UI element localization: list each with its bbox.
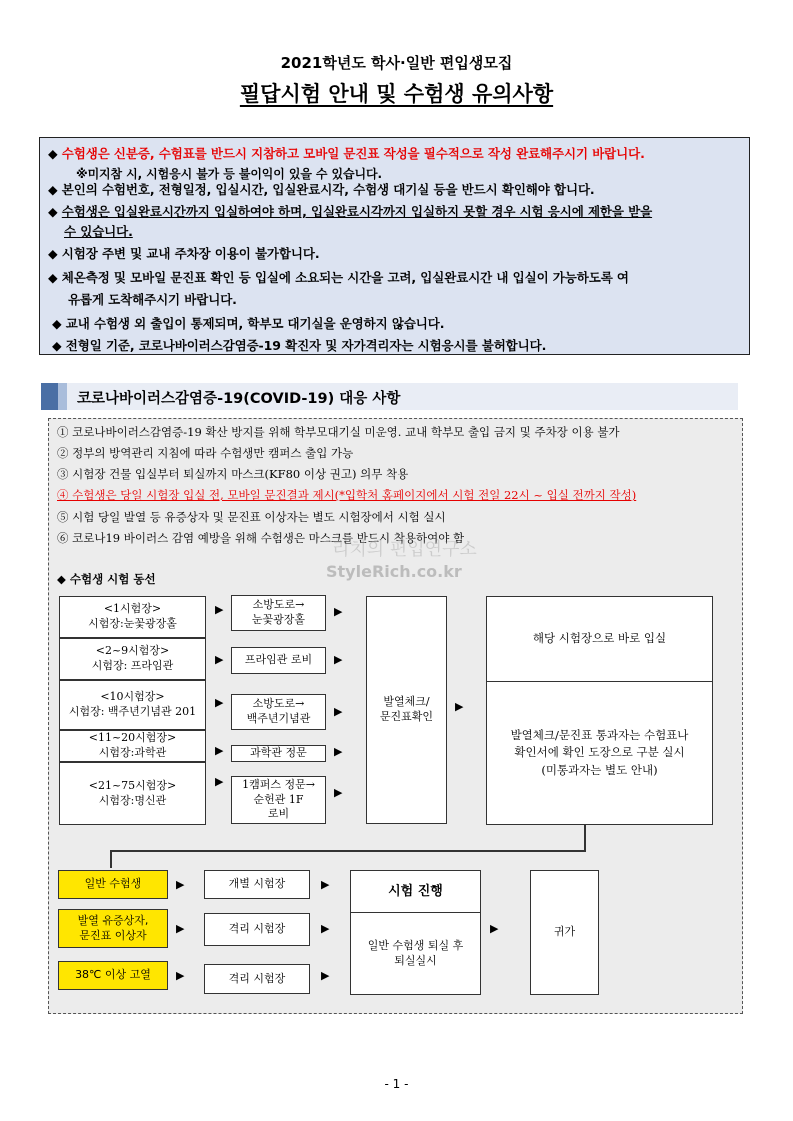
entrance-box: 1캠퍼스 정문→ 순헌관 1F 로비	[231, 776, 326, 824]
fever-check-box: 발열체크/ 문진표확인	[366, 596, 447, 824]
watermark: 리치의 편입연구소	[332, 539, 477, 560]
arrow-right-icon: ▶	[176, 969, 185, 982]
notice-item	[48, 202, 652, 220]
arrow-right-icon: ▶	[215, 775, 224, 788]
group-fever: 38℃ 이상 고열	[58, 961, 168, 990]
notice-item	[48, 180, 595, 198]
notice-item	[48, 268, 629, 286]
arrow-right-icon: ▶	[176, 878, 185, 891]
notice-box	[39, 137, 750, 355]
arrow-right-icon: ▶	[321, 878, 330, 891]
connector-line	[110, 850, 586, 852]
section-accent-light	[58, 383, 67, 410]
diamond-icon: ◆	[48, 146, 58, 161]
notice-text: 본인의 수험번호, 전형일정, 입실시간, 입실완료시각, 수험생 대기실 등을 반드시 확인해야 합니다.	[61, 182, 595, 197]
arrow-right-icon: ▶	[176, 922, 185, 935]
arrow-right-icon: ▶	[215, 603, 224, 616]
section-title: 코로나바이러스감염증-19(COVID-19) 대응 사항	[77, 391, 401, 407]
page-title	[0, 78, 793, 108]
arrow-right-icon: ▶	[334, 786, 343, 799]
arrow-right-icon: ▶	[321, 922, 330, 935]
connector-line	[584, 825, 586, 851]
notice-item	[48, 244, 319, 262]
arrow-right-icon: ▶	[215, 653, 224, 666]
arrow-right-icon: ▶	[321, 969, 330, 982]
arrow-right-icon: ▶	[334, 653, 343, 666]
entrance-box: 소방도로→ 눈꽃광장홀	[231, 595, 326, 631]
covid-item: ⑥ 코로나19 바이러스 감염 예방을 위해 수험생은 마스크를 반드시 착용하여야 함	[57, 531, 465, 545]
entrance-box: 과학관 정문	[231, 745, 326, 762]
exam-progress-title: 시험 진행	[350, 870, 481, 913]
diamond-icon: ◆	[48, 246, 58, 261]
covid-item: ② 정부의 방역관리 지침에 따라 수험생만 캠퍼스 출입 가능	[57, 446, 354, 460]
arrow-right-icon: ▶	[215, 696, 224, 709]
room-box: 개별 시험장	[204, 870, 310, 899]
venue-box: <2~9시험장> 시험장: 프라임관	[59, 638, 206, 680]
flow-title: ◆ 수험생 시험 동선	[57, 572, 156, 586]
venue-box: <21~75시험장> 시험장:명신관	[59, 762, 206, 825]
entrance-box: 소방도로→ 백주년기념관	[231, 694, 326, 730]
group-general: 일반 수험생	[58, 870, 168, 899]
venue-box: <11~20시험장> 시험장:과학관	[59, 730, 206, 762]
venue-box: <1시험장> 시험장:눈꽃광장홀	[59, 596, 206, 638]
diamond-icon: ◆	[52, 316, 62, 331]
arrow-right-icon: ▶	[334, 745, 343, 758]
go-home-box: 귀가	[530, 870, 599, 995]
notice-item	[48, 144, 645, 162]
diamond-icon: ◆	[48, 182, 58, 197]
notice-text: 수험생은 신분증, 수험표를 반드시 지참하고 모바일 문진표 작성을 필수적으로 작성 완료해주시기 바랍니다.	[61, 146, 645, 161]
exam-progress-body: 일반 수험생 퇴실 후 퇴실실시	[350, 912, 481, 995]
notice-text: 교내 수험생 외 출입이 통제되며, 학부모 대기실을 운영하지 않습니다.	[65, 316, 445, 331]
arrow-right-icon: ▶	[490, 922, 499, 935]
covid-item: ⑤ 시험 당일 발열 등 유증상자 및 문진표 이상자는 별도 시험장에서 시험 실시	[57, 510, 446, 524]
notice-text: 체온측정 및 모바일 문진표 확인 등 입실에 소요되는 시간을 고려, 입실완료시간 내 입실이 가능하도록 여	[61, 270, 629, 285]
direct-entry-box: 해당 시험장으로 바로 입실	[486, 596, 713, 682]
notice-subtext: ※미지참 시, 시험응시 불가 등 불이익이 있을 수 있습니다.	[76, 167, 382, 181]
notice-text: 전형일 기준, 코로나바이러스감염증-19 확진자 및 자가격리자는 시험응시를 불허합니다.	[65, 338, 547, 353]
notice-item	[52, 314, 444, 332]
notice-text-cont: 유롭게 도착해주시기 바랍니다.	[68, 292, 237, 307]
room-box: 격리 시험장	[204, 964, 310, 994]
page-number: - 1 -	[384, 1077, 409, 1091]
venue-box: <10시험장> 시험장: 백주년기념관 201	[59, 680, 206, 730]
notice-item	[52, 336, 546, 354]
arrow-right-icon: ▶	[334, 705, 343, 718]
watermark-url: StyleRich.co.kr	[326, 562, 462, 581]
notice-text: 시험장 주변 및 교내 주차장 이용이 불가합니다.	[61, 246, 320, 261]
subtitle: 2021학년도 학사·일반 편입생모집	[280, 54, 513, 72]
diamond-icon: ◆	[48, 270, 58, 285]
page-title-text: 필답시험 안내 및 수험생 유의사항	[239, 82, 554, 106]
connector-line	[110, 850, 112, 868]
section-header	[41, 383, 738, 410]
arrow-right-icon: ▶	[215, 744, 224, 757]
stamp-box: 발열체크/문진표 통과자는 수험표나 확인서에 확인 도장으로 구분 실시 (미통과자는 별도 안내)	[486, 681, 713, 825]
section-accent	[41, 383, 58, 410]
covid-item: ④ 수험생은 당일 시험장 입실 전, 모바일 문진결과 제시(*입학처 홈페이지에서 시험 전일 22시 ~ 입실 전까지 작성)	[57, 488, 637, 502]
covid-item: ③ 시험장 건물 입실부터 퇴실까지 마스크(KF80 이상 권고) 의무 착용	[57, 467, 409, 481]
notice-text-cont: 수 있습니다.	[64, 224, 133, 239]
arrow-right-icon: ▶	[334, 605, 343, 618]
covid-item: ① 코로나바이러스감염증-19 확산 방지를 위해 학부모대기실 미운영. 교내 학부모 출입 금지 및 주차장 이용 불가	[57, 425, 620, 439]
room-box: 격리 시험장	[204, 913, 310, 946]
diamond-icon: ◆	[52, 338, 62, 353]
arrow-right-icon: ▶	[455, 700, 464, 713]
entrance-box: 프라임관 로비	[231, 647, 326, 674]
group-symptomatic: 발열 유증상자, 문진표 이상자	[58, 909, 168, 948]
diamond-icon: ◆	[48, 204, 58, 219]
notice-text: 수험생은 입실완료시간까지 입실하여야 하며, 입실완료시각까지 입실하지 못할 경우 시험 응시에 제한을 받을	[61, 204, 653, 219]
covid-box	[48, 418, 743, 1014]
